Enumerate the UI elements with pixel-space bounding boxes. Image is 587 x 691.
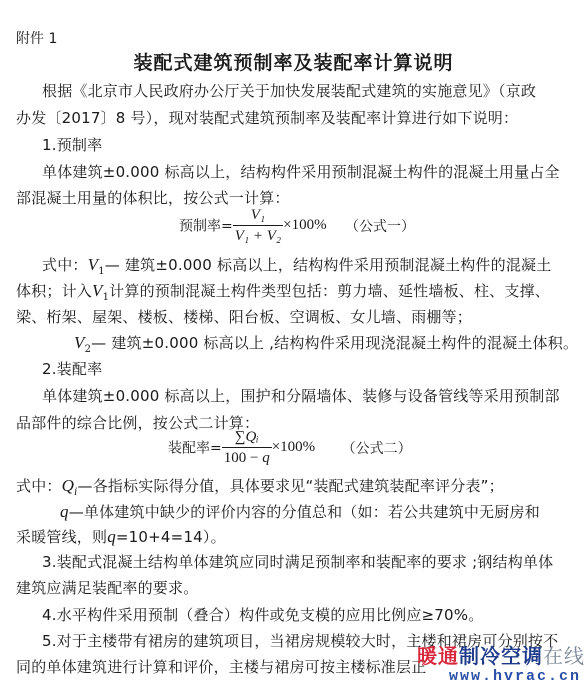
item3-line-1: 3.装配式混凝土结构单体建筑应同时满足预制率和装配率的要求 ;钢结构单体	[42, 553, 554, 571]
q-definition-2a: 采暖管线，则	[16, 528, 108, 546]
section1-text-2: 部混凝土用量的体积比，按公式一计算：	[16, 189, 290, 207]
formula-one-multiplier: ×100%	[283, 217, 327, 233]
qi-subscript: i	[74, 487, 78, 498]
formula-one-label: 预制率=	[179, 218, 233, 235]
document-title: 装配式建筑预制率及装配率计算说明	[133, 52, 454, 74]
q-symbol-inline: q	[107, 527, 116, 546]
q-symbol: q	[60, 502, 69, 521]
intro-line-2: 办发〔2017〕8 号），现对装配式建筑预制率及装配率计算进行如下说明：	[16, 109, 519, 127]
q-definition-2c: =10+4=14）。	[115, 528, 226, 546]
section2-text-1: 单体建筑±0.000 标高以上，围护和分隔墙体、装修与设备管线等采用预制部	[42, 387, 560, 405]
where-prefix-2: 式中：	[16, 477, 62, 495]
formula-two-multiplier: ×100%	[271, 439, 316, 455]
q-definition-text: —单体建筑中缺少的评价内容的分值总和（如：若公共建筑中无厨房和	[68, 503, 540, 521]
watermark-url: www.hvrac.cn	[448, 668, 581, 685]
q-definition-line-2	[16, 528, 226, 546]
formula-two-fraction	[222, 428, 272, 467]
qi-symbol: Q	[61, 476, 75, 495]
qi-definition	[16, 477, 504, 502]
formula-two-denominator	[222, 448, 272, 467]
v2-definition	[74, 334, 578, 359]
formula-one	[179, 206, 415, 245]
annex-label: 附件 1	[16, 31, 58, 47]
item5-line-2: 同的单体建筑进行计算和评价，主楼与裙房可按主楼标准层正	[16, 658, 427, 676]
qi-definition-text: —各指标实际得分值，具体要求见“装配式建筑装配率评分表”；	[77, 477, 504, 495]
v1-symbol: V	[87, 255, 99, 274]
watermark-part-b: 制冷空调	[459, 646, 543, 668]
formula-one-fraction	[233, 206, 283, 245]
formula-two-denominator-a: 100 −	[223, 450, 263, 466]
v1-definition-2a: 体积；计入	[16, 282, 93, 300]
where-prefix: 式中：	[42, 256, 88, 274]
formula-two-tag: （公式二）	[341, 440, 412, 457]
section2-text-2: 品部件的综合比例，按公式二计算：	[16, 414, 260, 432]
v2-definition-text: — 建筑±0.000 标高以上 ,结构构件采用现浇混凝土构件的混凝土体积。	[91, 334, 579, 352]
q-definition-line-1	[60, 503, 540, 521]
formula-one-tag: （公式一）	[345, 218, 416, 235]
v1-symbol-inline: V	[92, 281, 103, 300]
v1-subscript-inline: 1	[102, 292, 110, 303]
formula-one-numerator: V₁	[233, 206, 283, 226]
section2-heading: 2.装配率	[42, 360, 103, 378]
v2-subscript: 2	[84, 344, 92, 355]
item5-line-1: 5.对于主楼带有裙房的建筑项目，当裙房规模较大时，主楼和裙房可分别按不	[42, 632, 559, 650]
v2-symbol: V	[74, 333, 85, 352]
formula-two-numerator: ∑Qᵢ	[222, 428, 272, 448]
item4: 4.水平构件采用预制（叠合）构件或免支模的应用比例应≥70%。	[42, 606, 484, 624]
formula-two	[168, 428, 412, 467]
watermark-logo	[417, 646, 585, 668]
section1-text-1: 单体建筑±0.000 标高以上，结构构件采用预制混凝土构件的混凝土用量占全	[42, 163, 560, 181]
formula-one-denominator: V₁ + V₂	[234, 228, 282, 244]
v1-definition-text: — 建筑±0.000 标高以上，结构构件采用预制混凝土构件的混凝土	[104, 256, 552, 274]
v1-definition-line-1	[42, 256, 551, 281]
intro-line-1: 根据《北京市人民政府办公厅关于加快发展装配式建筑的实施意见》（京政	[42, 82, 537, 100]
formula-two-denominator-q: q	[262, 450, 270, 466]
v1-definition-2b: 计算的预制混凝土构件类型包括：剪力墙、延性墙板、柱、支撑、	[109, 282, 550, 300]
v1-subscript: 1	[98, 266, 105, 277]
v1-definition-line-2	[16, 282, 550, 307]
formula-two-label: 装配率=	[168, 440, 222, 457]
watermark-part-a: 暖通	[417, 646, 459, 668]
v1-definition-line-3: 梁、桁架、屋架、楼板、楼梯、阳台板、空调板、女儿墙、雨棚等；	[16, 308, 473, 326]
item3-line-2: 建筑应满足装配率的要求。	[16, 579, 199, 597]
watermark-part-c: 在线	[543, 646, 585, 668]
section1-heading: 1.预制率	[42, 136, 103, 154]
